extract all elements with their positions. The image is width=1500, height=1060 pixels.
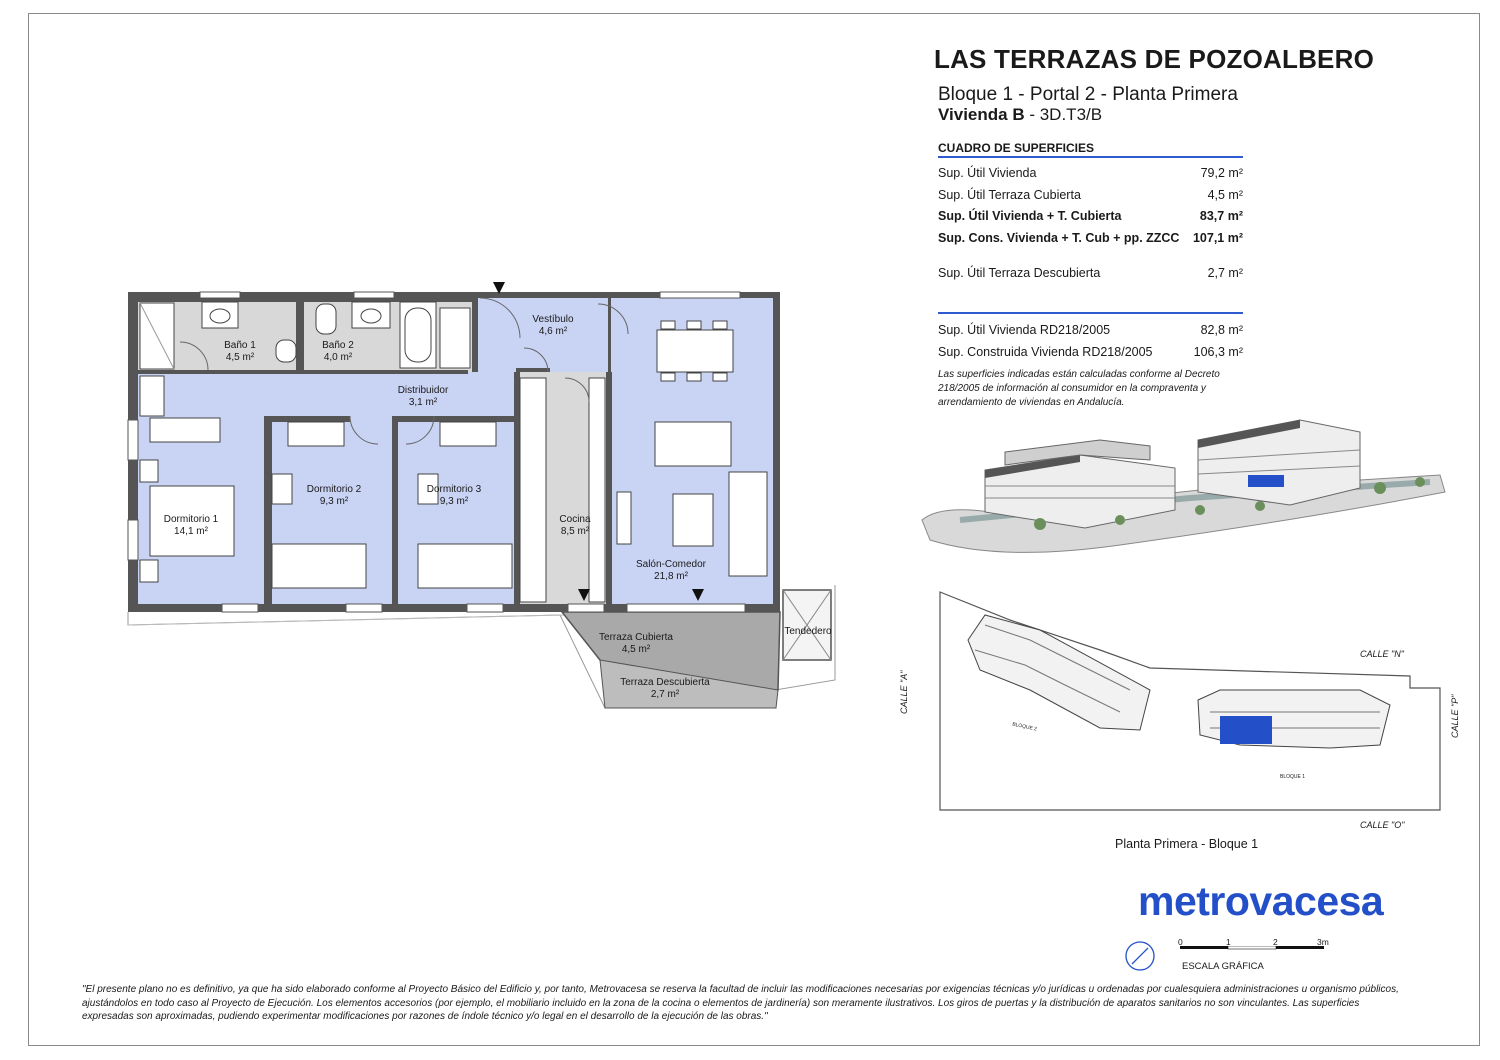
scale-tick-0: 0 bbox=[1178, 937, 1183, 947]
areas-table-heading: CUADRO DE SUPERFICIES bbox=[938, 141, 1095, 155]
areas-note: Las superficies indicadas están calculadas conforme al Decreto 218/2005 de información al consumidor en la compraventa y arrendamiento de viviendas en Andalucía. bbox=[938, 369, 1220, 408]
scale-tick-2: 2 bbox=[1273, 937, 1278, 947]
room-label-salon-comedor: Salón-Comedor 21,8 m² bbox=[635, 559, 707, 582]
unit-type bbox=[938, 105, 1102, 125]
metrovacesa-logo: metrovacesa bbox=[1138, 878, 1384, 924]
location-subtitle: Bloque 1 - Portal 2 - Planta Primera bbox=[938, 84, 1238, 105]
area-row: Sup. Útil Vivienda 79,2 m² bbox=[938, 166, 1243, 180]
room-label-tendedero: Tendedero bbox=[784, 626, 832, 637]
room-label-terraza-descubierta: Terraza Descubierta 2,7 m² bbox=[620, 677, 710, 700]
table-rule-middle bbox=[938, 312, 1243, 314]
north-arrow-icon bbox=[1122, 938, 1158, 974]
scale-tick-1: 1 bbox=[1226, 937, 1231, 947]
block-1-render bbox=[1198, 420, 1360, 505]
room-label-dormitorio-3: Dormitorio 3 9,3 m² bbox=[426, 484, 482, 507]
unit-code: - 3D.T3/B bbox=[1024, 105, 1103, 124]
area-row: Sup. Útil Terraza Cubierta 4,5 m² bbox=[938, 188, 1243, 202]
scale-tick-3: 3m bbox=[1317, 937, 1329, 947]
unit-highlight-plan bbox=[1220, 716, 1272, 744]
area-row: Sup. Útil Terraza Descubierta 2,7 m² bbox=[938, 266, 1243, 280]
street-label-p: CALLE "P" bbox=[1450, 694, 1460, 738]
room-label-distribuidor: Distribuidor 3,1 m² bbox=[397, 385, 449, 408]
room-label-vestibulo: Vestíbulo 4,6 m² bbox=[532, 314, 574, 337]
scale-bar bbox=[1178, 946, 1330, 956]
project-title: LAS TERRAZAS DE POZOALBERO bbox=[934, 44, 1374, 74]
block-1-plan bbox=[1198, 690, 1390, 748]
building-render bbox=[916, 408, 1456, 570]
rd-area-row: Sup. Útil Vivienda RD218/2005 82,8 m² bbox=[938, 323, 1243, 337]
room-label-terraza-cubierta: Terraza Cubierta 4,5 m² bbox=[599, 632, 673, 655]
scale-label: ESCALA GRÁFICA bbox=[1182, 961, 1264, 972]
area-row: Sup. Cons. Vivienda + T. Cub + pp. ZZCC 107,1 m² bbox=[938, 231, 1243, 245]
street-label-o: CALLE "O" bbox=[1360, 820, 1405, 830]
site-plan-caption: Planta Primera - Bloque 1 bbox=[1115, 837, 1259, 851]
room-label-dormitorio-2: Dormitorio 2 9,3 m² bbox=[306, 484, 362, 507]
street-label-n: CALLE "N" bbox=[1360, 649, 1404, 659]
room-label-dormitorio-1: Dormitorio 1 14,1 m² bbox=[163, 514, 219, 537]
site-plan bbox=[900, 585, 1480, 825]
block-2-label: BLOQUE 2 bbox=[1011, 721, 1038, 733]
legal-disclaimer: "El presente plano no es definitivo, ya que ha sido elaborado conforme al Proyecto Básico del Edificio y, por tanto, Metrovacesa se reserva la facultad de incluir las modificaciones necesarias por exigencias técnicas y/o jurídicas u ordenadas por cualesquiera administraciones u organismo públicos, ajustándolos en todo caso al Proyecto de Ejecución. Los elementos accesorios (por ejemplo, el mobiliario incluido en la zona de la cocina o elementos de jardinería) son meramente ilustrativos. Los giros de puertas y la distribución de aparatos sanitarios no son vinculantes. Las superficies expresadas son aproximadas, pudiendo experimentar modificaciones por razones de índole técnico y/o legal en el desarrollo de la ejecución de las obras." bbox=[82, 984, 1399, 1022]
rd-area-row: Sup. Construida Vivienda RD218/2005 106,3 m² bbox=[938, 345, 1243, 359]
area-row: Sup. Útil Vivienda + T. Cubierta 83,7 m² bbox=[938, 209, 1243, 223]
block-1-label: BLOQUE 1 bbox=[1280, 774, 1306, 780]
unit-highlight-render bbox=[1248, 475, 1284, 487]
table-rule-top bbox=[938, 156, 1243, 158]
room-label-bano-1: Baño 1 4,5 m² bbox=[224, 340, 256, 363]
street-label-a: CALLE "A" bbox=[899, 670, 909, 714]
room-label-bano-2: Baño 2 4,0 m² bbox=[322, 340, 354, 363]
block-2-render bbox=[985, 440, 1175, 528]
room-label-cocina: Cocina 8,5 m² bbox=[559, 514, 591, 537]
unit-prefix: Vivienda B bbox=[938, 105, 1025, 124]
